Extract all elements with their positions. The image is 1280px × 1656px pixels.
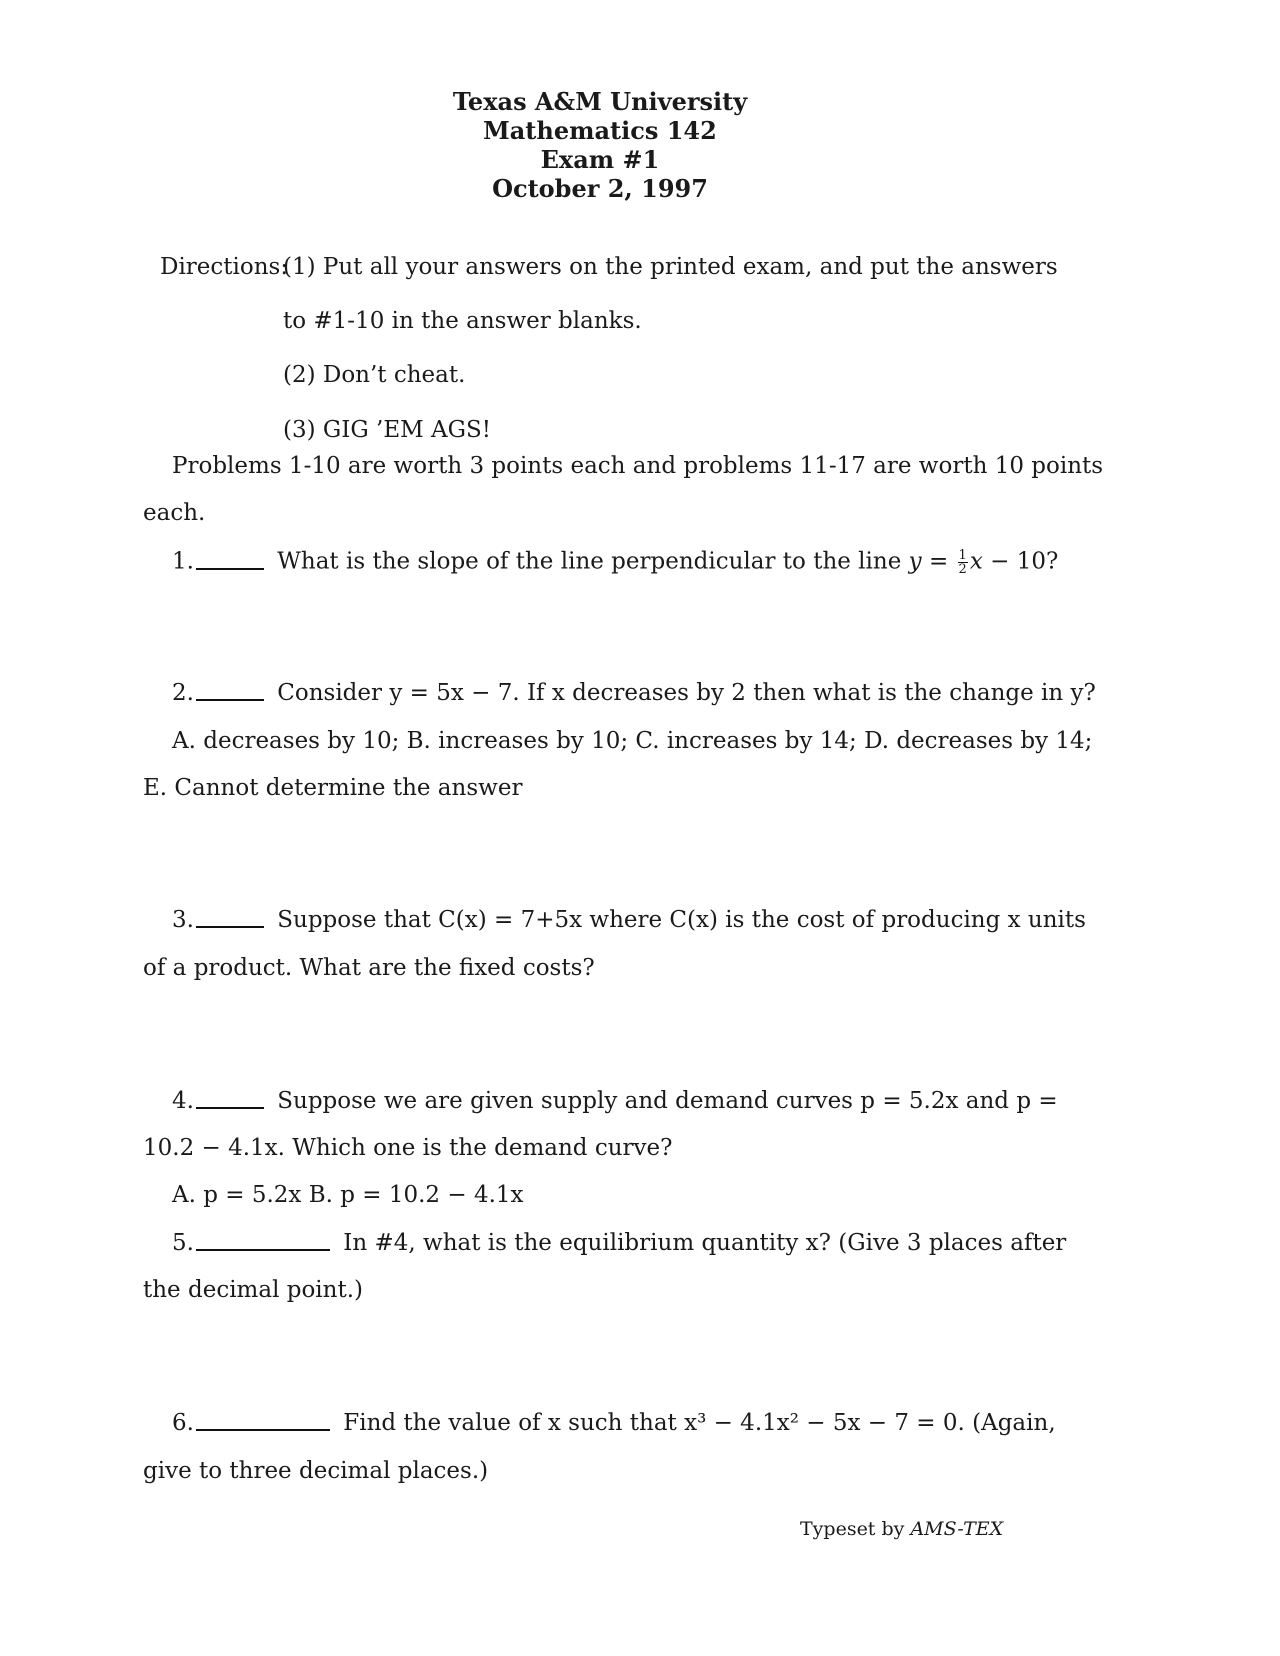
problem-4-line2: 10.2 − 4.1x. Which one is the demand curve? [143,1135,673,1161]
direction-1-line1: (1) Put all your answers on the printed exam, and put the answers [283,254,1058,280]
directions-label: Directions: [160,254,289,280]
problem-4 [172,1090,1058,1113]
problem-2 [172,682,1096,705]
problem-5-line2: the decimal point.) [143,1277,364,1303]
answer-blank-2[interactable] [196,699,264,701]
problem-6-line2: give to three decimal places.) [143,1458,489,1484]
direction-2: (2) Don’t cheat. [283,362,466,388]
problem-number: 3. [172,907,194,933]
problem-number: 4. [172,1088,194,1114]
problem-6 [172,1412,1056,1435]
typeset-label: Typeset by [800,1518,905,1540]
problem-2-choices-line2: E. Cannot determine the answer [143,775,523,801]
problem-5 [172,1232,1066,1255]
math-var: x [969,548,983,575]
problem-2-choices-line1: A. decreases by 10; B. increases by 10; C. increases by 14; D. decreases by 14; [172,728,1093,754]
points-line2: each. [143,500,206,526]
problem-number: 6. [172,1410,194,1436]
problem-text: Find the value of x such that x³ − 4.1x² − 5x − 7 = 0. (Again, [343,1410,1056,1436]
problem-text: Suppose we are given supply and demand curves p = 5.2x and p = [277,1088,1058,1114]
direction-3: (3) GIG ’EM AGS! [283,417,491,443]
points-line1: Problems 1-10 are worth 3 points each and problems 11-17 are worth 10 points [172,453,1104,479]
fraction [958,549,968,576]
problem-number: 2. [172,680,194,706]
exam-number: Exam #1 [540,145,660,174]
exam-date: October 2, 1997 [492,174,708,203]
math-var: y [908,548,922,575]
ams-tex-logo: AMS-TEX [910,1518,1004,1540]
answer-blank-1[interactable] [196,568,264,570]
problem-4-choices: A. p = 5.2x B. p = 10.2 − 4.1x [172,1182,524,1208]
problem-text: In #4, what is the equilibrium quantity x? (Give 3 places after [343,1230,1067,1256]
problem-text: Consider y = 5x − 7. If x decreases by 2 then what is the change in y? [277,680,1096,706]
typeset-footer [800,1520,1003,1539]
answer-blank-4[interactable] [196,1107,264,1109]
problem-3 [172,909,1086,932]
math-op: = [921,548,956,575]
answer-blank-6[interactable] [196,1429,330,1431]
problem-text: Suppose that C(x) = 7+5x where C(x) is the cost of producing x units [277,907,1086,933]
problem-3-line2: of a product. What are the fixed costs? [143,955,595,981]
direction-1-line2: to #1-10 in the answer blanks. [283,308,642,334]
problem-number: 5. [172,1230,194,1256]
fraction-denominator: 2 [958,562,967,577]
answer-blank-3[interactable] [196,926,264,928]
problem-1 [172,549,1058,576]
fraction-numerator: 1 [958,548,967,563]
exam-university: Texas A&M University [452,87,748,116]
answer-blank-5[interactable] [196,1249,330,1251]
math-rest: − 10? [982,548,1059,575]
problem-text: What is the slope of the line perpendicular to the line [277,548,902,575]
problem-number: 1. [172,548,194,575]
exam-course: Mathematics 142 [483,116,717,145]
